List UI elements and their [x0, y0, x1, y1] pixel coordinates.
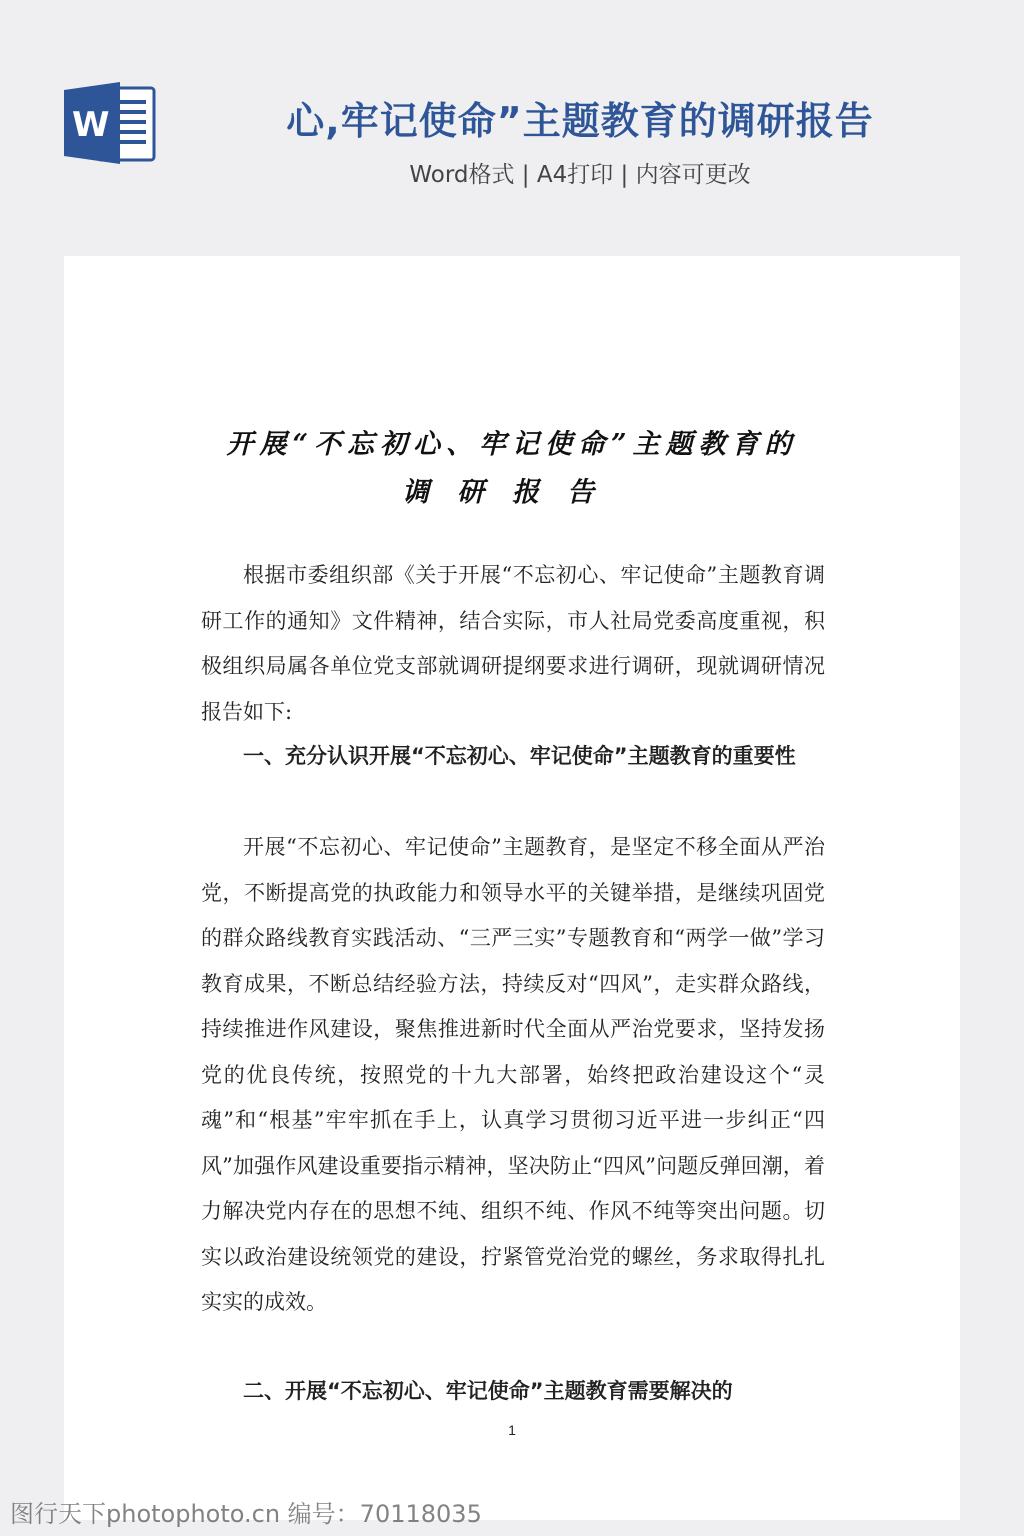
paragraph-importance: 开展“不忘初心、牢记使命”主题教育，是坚定不移全面从严治党，不断提高党的执政能力和领导水平的关键举措，是继续巩固党的群众路线教育实践活动、“三严三实”专题教育和“两学一做”学习教育成果，不断总结经验方法，持续反对“四风”，走实群众路线，持续推进作风建设，聚焦推进新时代全面从严治党要求，坚持发扬党的优良传统，按照党的十九大部署，始终把政治建设这个“灵魂”和“根基”牢牢抓在手上，认真学习贯彻习近平进一步纠正“四风”加强作风建设重要指示精神，坚决防止“四风”问题反弹回潮，着力解决党内存在的思想不纯、组织不纯、作风不纯等突出问题。切实以政治建设统领党的建设，拧紧管党治党的螺丝，务求取得扎扎实实的成效。 — [201, 835, 825, 1314]
word-icon-letter: W — [72, 105, 110, 145]
section-heading-2: 二、开展“不忘初心、牢记使命”主题教育需要解决的 — [243, 1379, 733, 1403]
header — [0, 0, 1024, 250]
section-heading-1: 一、充分认识开展“不忘初心、牢记使命”主题教育的重要性 — [243, 744, 796, 768]
paragraph-intro: 根据市委组织部《关于开展“不忘初心、牢记使命”主题教育调研工作的通知》文件精神，结合实际，市人社局党委高度重视，积极组织局属各单位党支部就调研提纲要求进行调研，现就调研情况报告如下: — [201, 563, 825, 724]
document-page — [64, 256, 960, 1520]
word-document-icon — [64, 82, 156, 164]
page-subtitle: Word格式 | A4打印 | 内容可更改 — [409, 162, 751, 188]
document-title-line2: 调研报告 — [402, 477, 622, 508]
watermark: 图行天下photophoto.cn 编号：70118035 — [10, 1500, 482, 1528]
page-title: 心,牢记使命”主题教育的调研报告 — [286, 99, 874, 143]
page-number: 1 — [508, 1422, 516, 1438]
document-title-line1: 开展“不忘初心、牢记使命”主题教育的 — [226, 429, 798, 460]
